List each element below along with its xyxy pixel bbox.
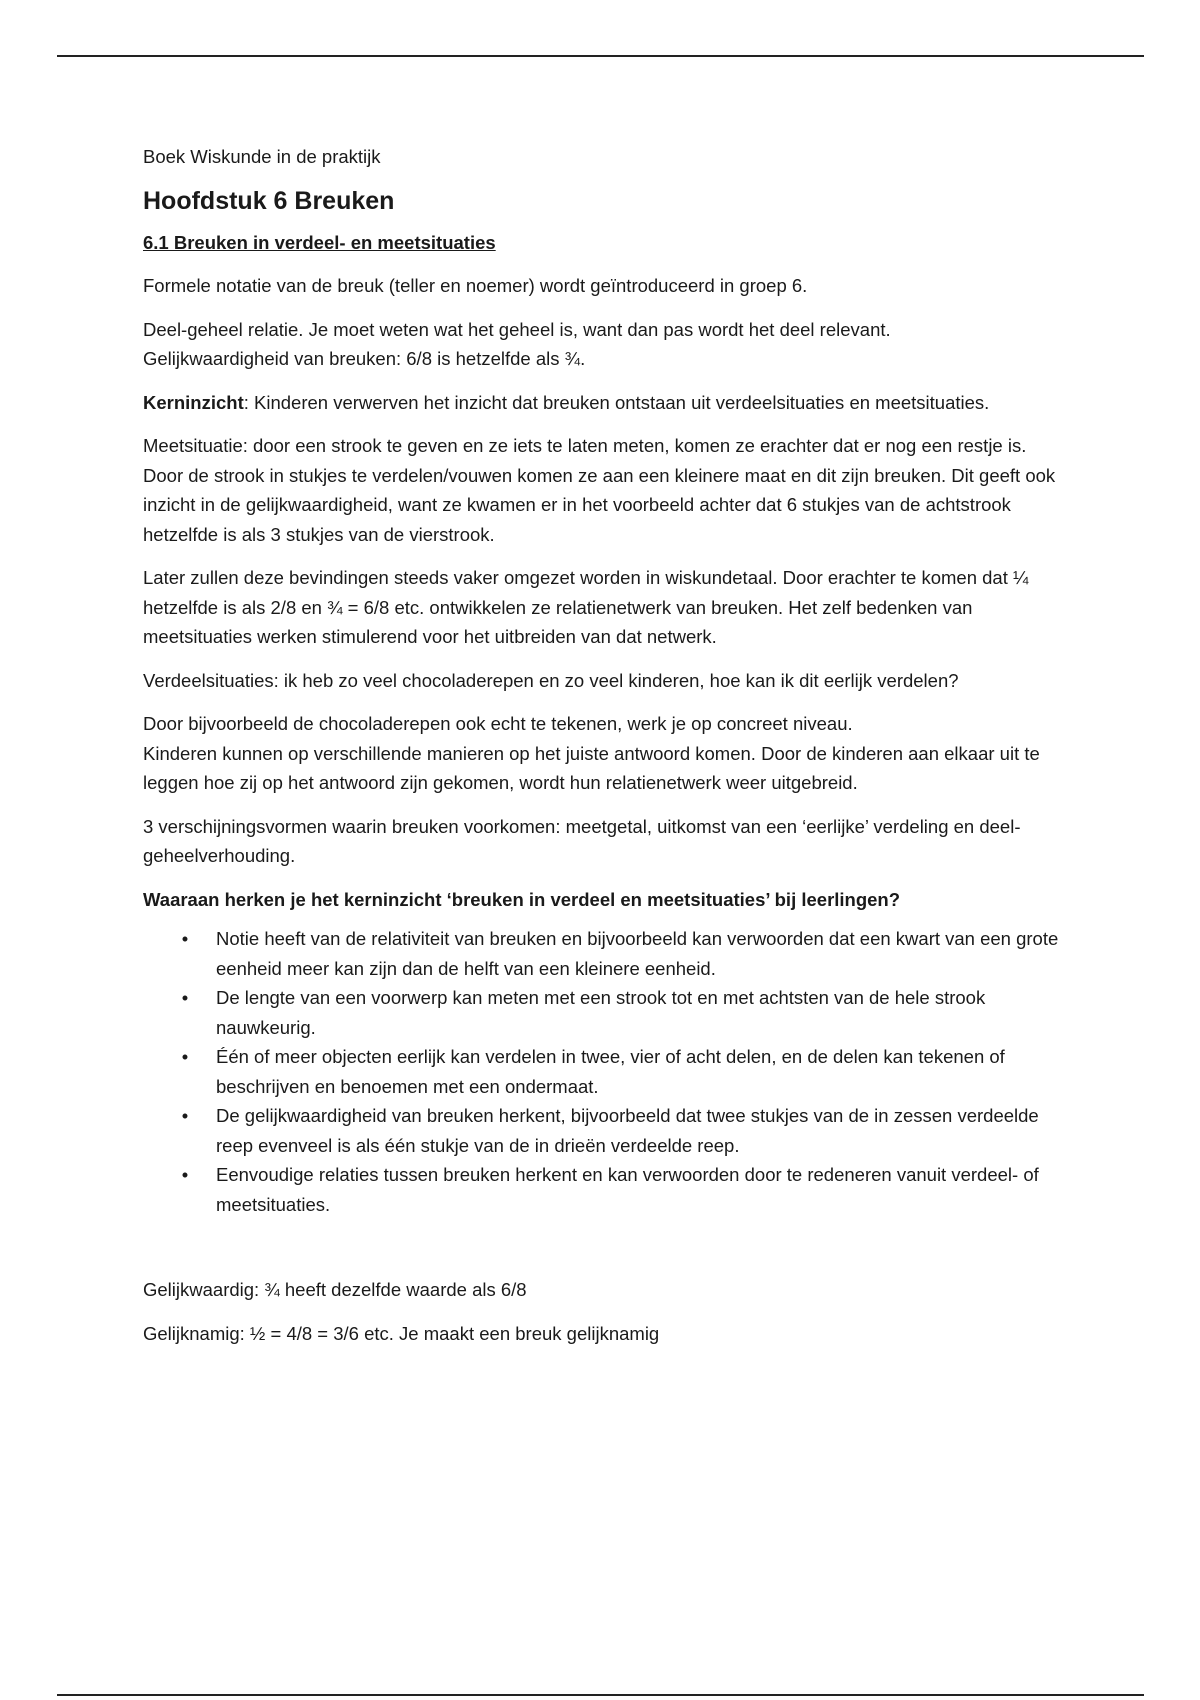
paragraph-line: Door bijvoorbeeld de chocoladerepen ook echt te tekenen, werk je op concreet niveau.	[143, 713, 853, 734]
footer-rule	[57, 1694, 1144, 1696]
paragraph-kerninzicht	[143, 388, 1063, 418]
definition-gelijkwaardig: Gelijkwaardig: ¾ heeft dezelfde waarde als 6/8	[143, 1279, 527, 1300]
bullet-icon: •	[181, 1105, 189, 1126]
bullet-icon: •	[181, 987, 189, 1008]
question-heading: Waaraan herken je het kerninzicht ‘breuken in verdeel en meetsituaties’ bij leerlingen?	[143, 888, 901, 910]
list-item	[143, 983, 1063, 1042]
list-item-text: De lengte van een voorwerp kan meten met een strook tot en met achtsten van de hele strook nauwkeurig.	[216, 987, 986, 1038]
paragraph-line: Gelijkwaardigheid van breuken: 6/8 is hetzelfde als ¾.	[143, 348, 586, 369]
book-title: Boek Wiskunde in de praktijk	[143, 146, 381, 167]
bullet-icon: •	[181, 928, 189, 949]
definition-gelijknamig: Gelijknamig: ½ = 4/8 = 3/6 etc. Je maakt een breuk gelijknamig	[143, 1322, 660, 1344]
list-item-text: Één of meer objecten eerlijk kan verdelen in twee, vier of acht delen, en de delen kan tekenen of beschrijven en benoemen met een ondermaat.	[216, 1046, 1005, 1097]
paragraph-deel-geheel	[143, 315, 1063, 374]
spacer	[143, 1219, 1063, 1275]
document-body	[143, 142, 1063, 1362]
bullet-icon: •	[181, 1046, 189, 1067]
bullet-icon: •	[181, 1164, 189, 1185]
list-item	[143, 1160, 1063, 1219]
list-item	[143, 1042, 1063, 1101]
bullet-list	[143, 924, 1063, 1219]
chapter-title: Hoofdstuk 6 Breuken	[143, 186, 395, 215]
paragraph-line: Kinderen kunnen op verschillende manieren op het juiste antwoord komen. Door de kinderen aan elkaar uit te leggen hoe zij op het antwoord zijn gekomen, wordt hun relatienetwerk weer uitgebreid.	[143, 742, 1040, 793]
list-item	[143, 924, 1063, 983]
paragraph-verdeelsituaties: Verdeelsituaties: ik heb zo veel chocoladerepen en zo veel kinderen, hoe kan ik dit eerlijk verdelen?	[143, 669, 959, 691]
paragraph-wiskundetaal: Later zullen deze bevindingen steeds vaker omgezet worden in wiskundetaal. Door erachter te komen dat ¼ hetzelfde is als 2/8 en ¾ = 6/8 etc. ontwikkelen ze relatienetwerk van breuken. Het zelf bedenken van meetsituaties werken stimulerend voor het uitbreiden van dat netwerk.	[143, 567, 1029, 647]
list-item	[143, 1101, 1063, 1160]
list-item-text: Eenvoudige relaties tussen breuken herkent en kan verwoorden door te redeneren vanuit verdeel- of meetsituaties.	[216, 1164, 1039, 1215]
list-item-text: Notie heeft van de relativiteit van breuken en bijvoorbeeld kan verwoorden dat een kwart van een grote eenheid meer kan zijn dan de helft van een kleinere eenheid.	[216, 928, 1059, 979]
kerninzicht-text: : Kinderen verwerven het inzicht dat breuken ontstaan uit verdeelsituaties en meetsituaties.	[243, 391, 990, 413]
section-title: 6.1 Breuken in verdeel- en meetsituaties	[143, 231, 496, 253]
paragraph-notation: Formele notatie van de breuk (teller en noemer) wordt geïntroduceerd in groep 6.	[143, 275, 808, 296]
paragraph-meetsituatie: Meetsituatie: door een strook te geven en ze iets te laten meten, komen ze erachter dat er nog een restje is. Door de strook in stukjes te verdelen/vouwen komen ze aan een kleinere maat en dit zijn breuken. Dit geeft ook inzicht in de gelijkwaardigheid, want ze kwamen er in het voorbeeld achter dat 6 stukjes van de achtstrook hetzelfde is als 3 stukjes van de vierstrook.	[143, 435, 1056, 545]
paragraph-verschijningsvormen: 3 verschijningsvormen waarin breuken voorkomen: meetgetal, uitkomst van een ‘eerlijke’ verdeling en deel-geheelverhouding.	[143, 815, 1021, 866]
kerninzicht-label: Kerninzicht	[143, 391, 244, 413]
paragraph-line: Deel-geheel relatie. Je moet weten wat het geheel is, want dan pas wordt het deel relevant.	[143, 318, 891, 340]
list-item-text: De gelijkwaardigheid van breuken herkent, bijvoorbeeld dat twee stukjes van de in zessen verdeelde reep evenveel is als één stukje van de in drieën verdeelde reep.	[216, 1105, 1039, 1156]
header-rule	[57, 55, 1144, 57]
paragraph-chocoladerepen	[143, 709, 1063, 798]
